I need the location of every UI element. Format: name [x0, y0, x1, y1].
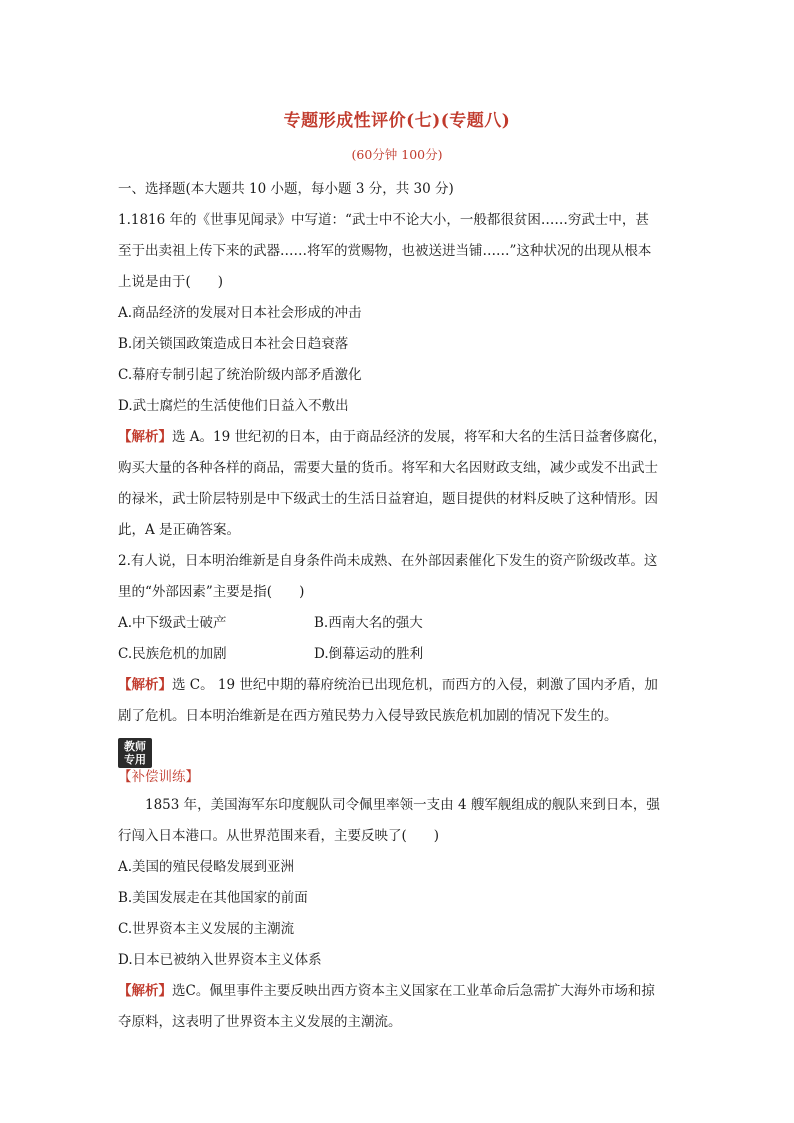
section-heading: 一、选择题(本大题共 10 小题，每小题 3 分，共 30 分)	[118, 181, 454, 197]
analysis-line	[118, 670, 678, 701]
analysis-line: 夺原料，这表明了世界资本主义发展的主潮流。	[118, 1014, 402, 1030]
option-c: C.民族危机的加剧	[118, 646, 227, 662]
option-a: A.商品经济的发展对日本社会形成的冲击	[118, 305, 362, 321]
option-b: B.闭关锁国政策造成日本社会日趋衰落	[118, 336, 349, 352]
analysis-label: 【解析】	[118, 677, 172, 693]
question-text-line: 上说是由于( )	[118, 274, 224, 290]
question-2	[118, 546, 678, 732]
analysis-label: 【解析】	[118, 983, 172, 999]
analysis-line	[118, 422, 678, 453]
question-1	[118, 205, 678, 546]
question-text-line: 里的“外部因素”主要是指( )	[118, 584, 305, 600]
question-text-line: 1.1816 年的《世事见闻录》中写道：“武士中不论大小，一般都很贫困……穷武士中，甚	[118, 212, 649, 228]
supplement-label: 【补偿训练】	[118, 769, 199, 785]
question-text-line: 至于出卖祖上传下来的武器……将军的赏赐物，也被送进当铺……”这种状况的出现从根本	[118, 243, 652, 259]
option-row	[118, 608, 678, 639]
analysis-line: 剧了危机。日本明治维新是在西方殖民势力入侵导致民族危机加剧的情况下发生的。	[118, 708, 618, 724]
option-row	[118, 639, 678, 670]
option-d: D.日本已被纳入世界资本主义体系	[118, 952, 322, 968]
option-b: B.美国发展走在其他国家的前面	[118, 890, 308, 906]
analysis-label: 【解析】	[118, 429, 172, 445]
analysis-line	[118, 976, 678, 1007]
content-body	[118, 174, 678, 1038]
analysis-text: 选C。佩里事件主要反映出西方资本主义国家在工业革命后急需扩大海外市场和掠	[172, 983, 655, 999]
analysis-line: 此，A 是正确答案。	[118, 522, 241, 538]
page-title: 专题形成性评价(七)(专题八)	[283, 111, 511, 131]
analysis-line: 购买大量的各种各样的商品，需要大量的货币。将军和大名因财政支绌，减少或发不出武士	[118, 460, 658, 476]
option-b: B.西南大名的强大	[314, 615, 423, 631]
option-d: D.倒幕运动的胜利	[314, 646, 424, 662]
supplement-section	[118, 738, 678, 1038]
page-subtitle: (60分钟 100分)	[351, 147, 443, 162]
option-c: C.幕府专制引起了统治阶级内部矛盾激化	[118, 367, 362, 383]
analysis-line: 的禄米，武士阶层特别是中下级武士的生活日益窘迫，题目提供的材料反映了这种情形。因	[118, 491, 658, 507]
analysis-text: 选 A。19 世纪初的日本，由于商品经济的发展，将军和大名的生活日益奢侈腐化，	[172, 429, 667, 445]
option-a: A.中下级武士破产	[118, 615, 227, 631]
option-d: D.武士腐烂的生活使他们日益入不敷出	[118, 398, 349, 414]
teacher-only-badge: 教师 专用	[118, 738, 152, 768]
question-text-line: 行闯入日本港口。从世界范围来看，主要反映了( )	[118, 828, 440, 844]
question-text-line: 1853 年，美国海军东印度舰队司令佩里率领一支由 4 艘军舰组成的舰队来到日本，强	[145, 797, 660, 813]
option-a: A.美国的殖民侵略发展到亚洲	[118, 859, 295, 875]
analysis-text: 选 C。 19 世纪中期的幕府统治已出现危机，而西方的入侵，刺激了国内矛盾，加	[172, 677, 658, 693]
option-c: C.世界资本主义发展的主潮流	[118, 921, 295, 937]
question-text-line: 2.有人说，日本明治维新是自身条件尚未成熟、在外部因素催化下发生的资产阶级改革。这	[118, 553, 658, 569]
